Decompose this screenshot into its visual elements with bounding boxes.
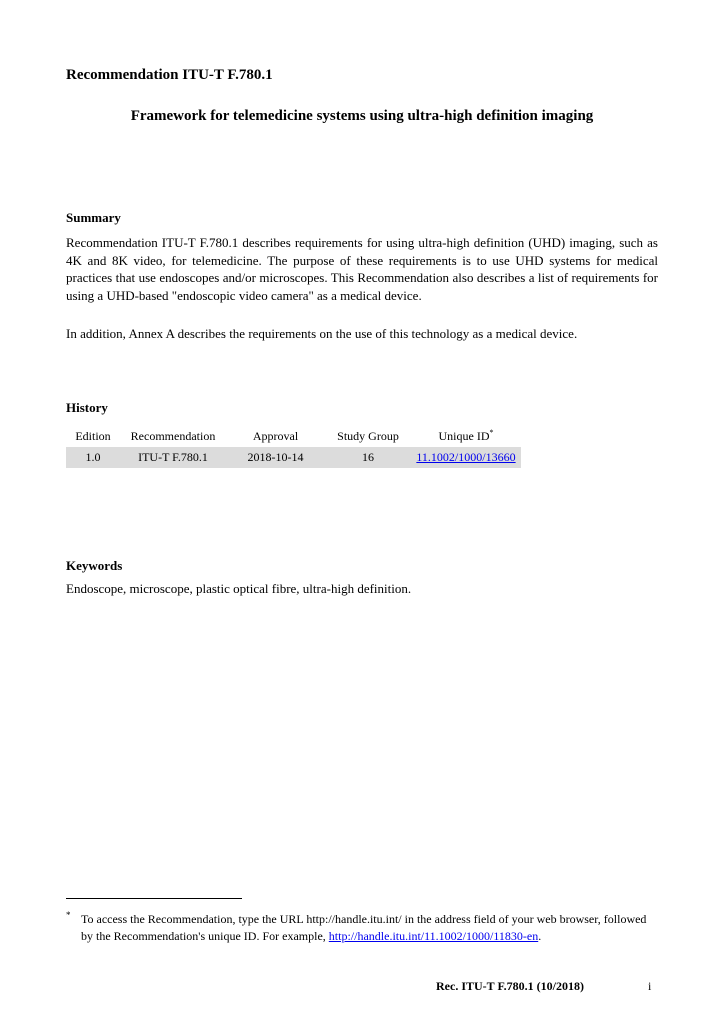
header-unique-id [411,426,521,447]
footnote-text [81,911,659,945]
footnote-marker: * [66,910,71,920]
cell-study-group: 16 [325,447,411,468]
cell-approval: 2018-10-14 [226,447,325,468]
footnote-ref-marker: * [489,428,494,437]
summary-paragraph-2: In addition, Annex A describes the requirements on the use of this technology as a medical device. [66,326,578,341]
footnote-text-after: . [538,929,542,943]
footnote-divider [66,898,242,899]
document-subtitle: Framework for telemedicine systems using ultra-high definition imaging [130,108,594,124]
history-table [66,426,521,468]
document-title: Recommendation ITU-T F.780.1 [66,67,273,83]
keywords-text: Endoscope, microscope, plastic optical fibre, ultra-high definition. [66,581,412,596]
history-heading: History [66,400,108,415]
unique-id-link[interactable]: 11.1002/1000/13660 [416,450,516,464]
header-approval: Approval [252,429,299,443]
header-unique-id-label: Unique ID [438,429,490,443]
history-table-header-row [66,426,521,447]
header-edition: Edition [75,429,111,443]
cell-edition: 1.0 [66,447,120,468]
header-study-group: Study Group [337,429,399,443]
keywords-heading: Keywords [66,558,123,573]
cell-unique-id [411,447,521,468]
summary-heading: Summary [66,210,121,225]
header-recommendation: Recommendation [130,429,216,443]
cell-recommendation: ITU-T F.780.1 [120,447,226,468]
footnote-example-link[interactable]: http://handle.itu.int/11.1002/1000/11830-en [328,929,539,943]
footer-reference: Rec. ITU-T F.780.1 (10/2018) [436,979,584,993]
table-row [66,447,521,468]
footnote-text-before: To access the Recommendation, type the URL http://handle.itu.int/ in the address field of your web browser, followed by the Recommendation's unique ID. For example, [81,912,647,943]
summary-paragraph-1: Recommendation ITU-T F.780.1 describes requirements for using ultra-high definition (UHD) imaging, such as 4K and 8K video, for telemedicine. The purpose of these requirements is to use UHD systems for medical practices that use endoscopes and/or microscopes. This Recommendation also describes a list of requirements for using a UHD-based "endoscopic video camera" as a medical device. [66,235,658,303]
page-number: i [648,979,652,993]
